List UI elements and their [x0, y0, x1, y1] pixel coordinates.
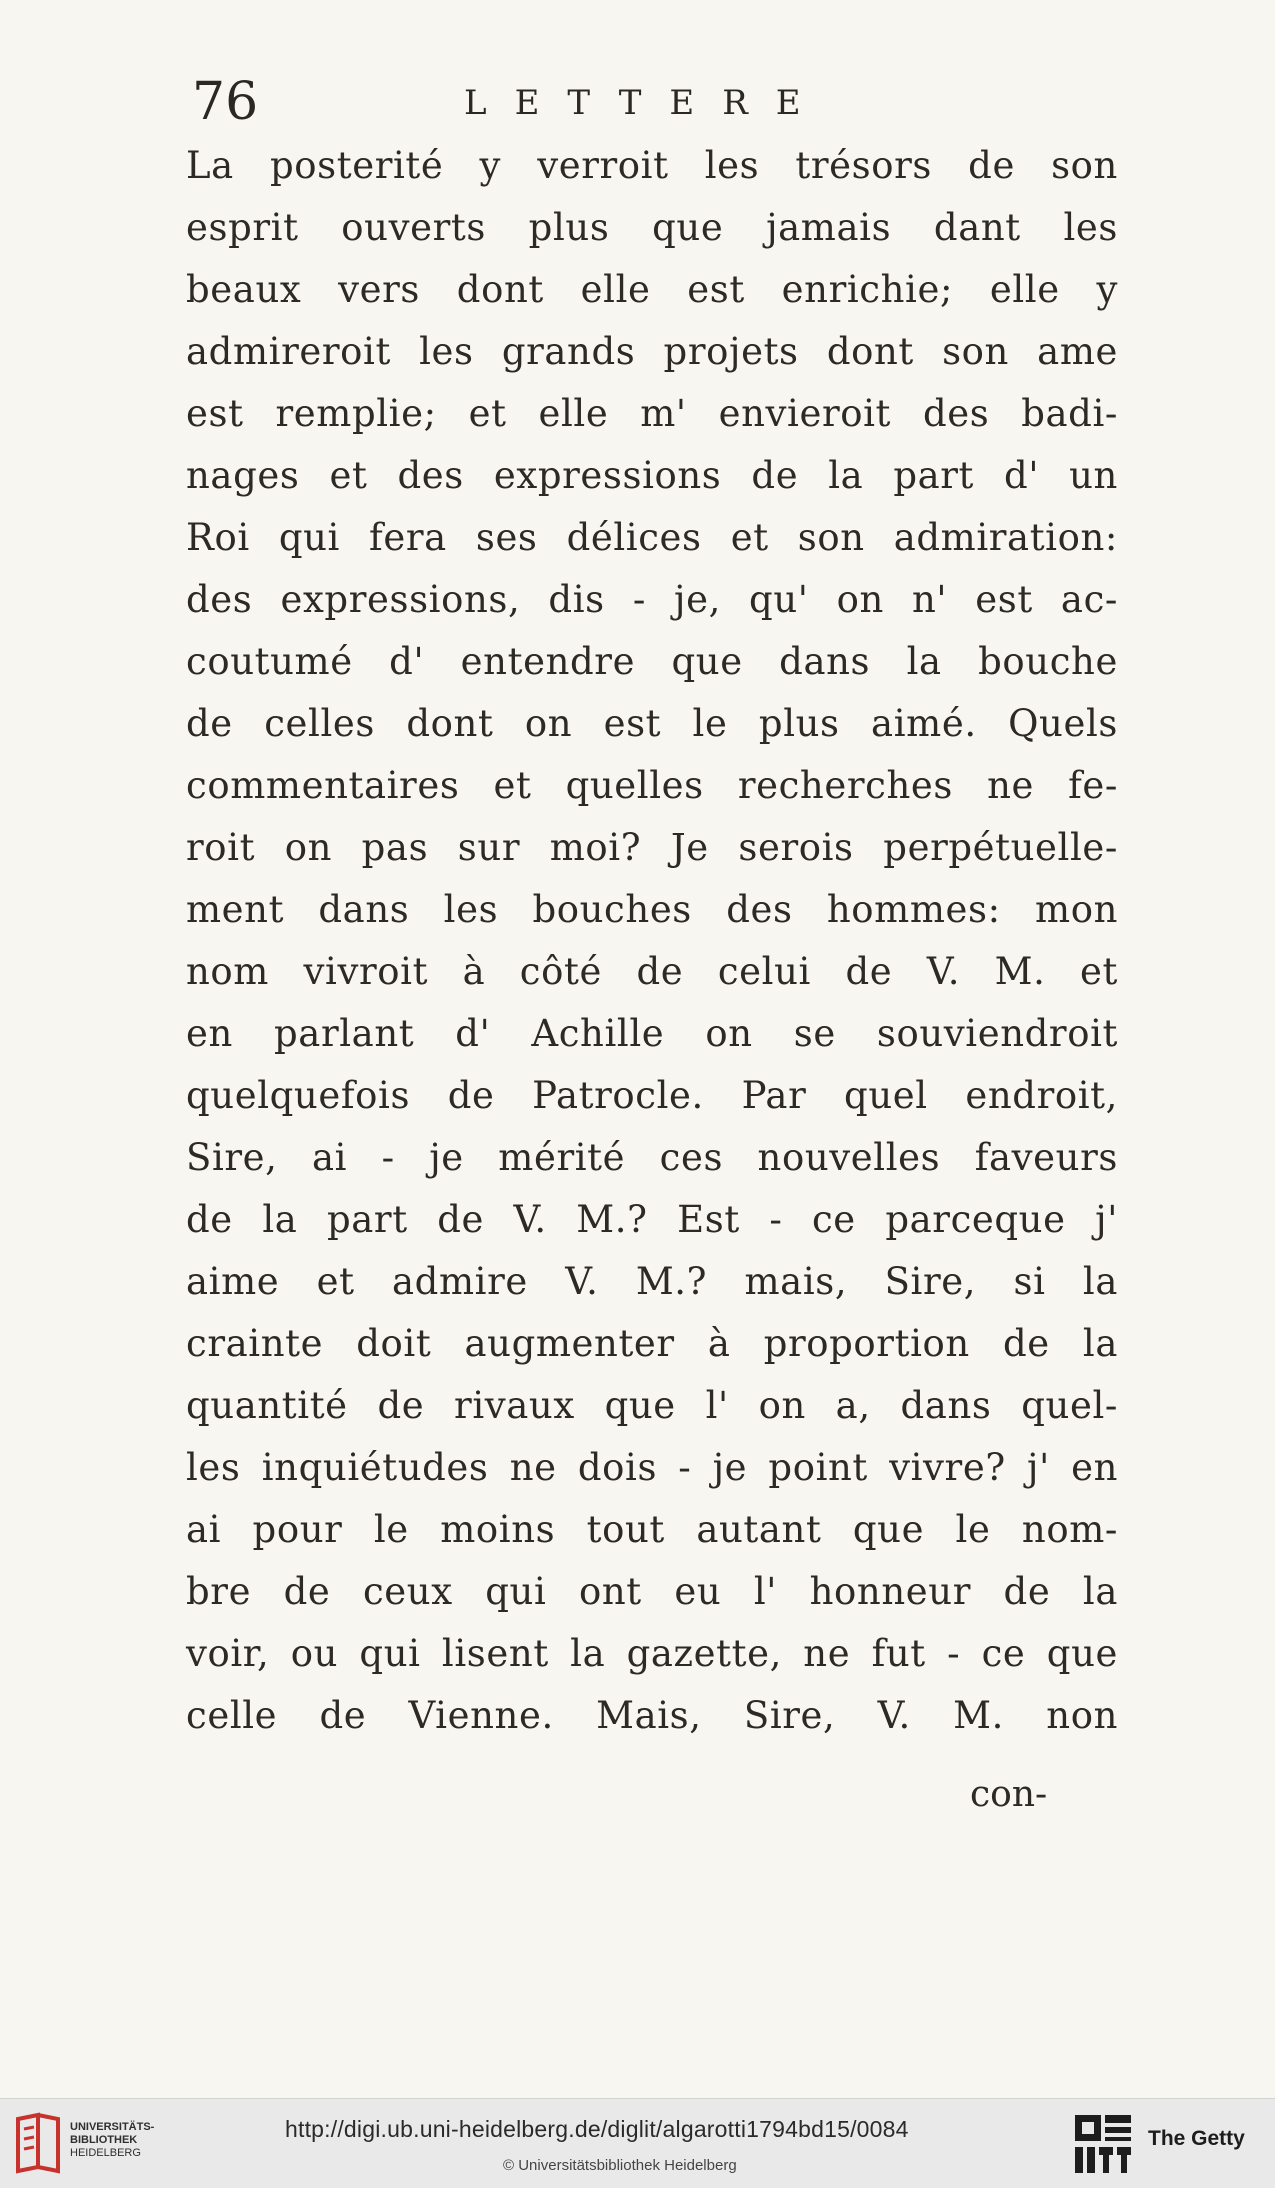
footer-bar: [0, 2098, 1275, 2188]
text-line: esprit ouverts plus que jamais dant les: [186, 206, 1118, 249]
library-emblem-icon: [12, 2111, 64, 2175]
text-line: admireroit les grands projets dont son ame: [186, 330, 1118, 373]
text-line: coutumé d' entendre que dans la bouche: [186, 640, 1118, 683]
text-line: roit on pas sur moi? Je serois perpétuelle-: [186, 826, 1118, 869]
text-line: de la part de V. M.? Est - ce parceque j': [186, 1198, 1118, 1241]
library-logo-line: HEIDELBERG: [70, 2147, 141, 2159]
text-line: commentaires et quelles recherches ne fe-: [186, 764, 1118, 807]
text-line: ment dans les bouches des hommes: mon: [186, 888, 1118, 931]
text-line: quantité de rivaux que l' on a, dans quel-: [186, 1384, 1118, 1427]
text-line: les inquiétudes ne dois - je point vivre? j' en: [186, 1446, 1118, 1489]
body-text: [186, 135, 1118, 1747]
text-line: de celles dont on est le plus aimé. Quels: [186, 702, 1118, 745]
permalink-url[interactable]: http://digi.ub.uni-heidelberg.de/diglit/algarotti1794bd15/0084: [285, 2116, 909, 2142]
library-logo-text: [70, 2121, 180, 2160]
text-line: ai pour le moins tout autant que le nom-: [186, 1508, 1118, 1551]
page-number: 76: [192, 72, 259, 132]
library-logo-line: UNIVERSITÄTS-: [70, 2121, 155, 2133]
text-line: Sire, ai - je mérité ces nouvelles faveurs: [186, 1136, 1118, 1179]
library-logo-line: BIBLIOTHEK: [70, 2134, 138, 2146]
text-line: voir, ou qui lisent la gazette, ne fut - ce que: [186, 1632, 1118, 1675]
text-line: crainte doit augmenter à proportion de la: [186, 1322, 1118, 1365]
text-line: beaux vers dont elle est enrichie; elle y: [186, 268, 1118, 311]
university-library-logo[interactable]: [12, 2111, 172, 2175]
text-line: bre de ceux qui ont eu l' honneur de la: [186, 1570, 1118, 1613]
text-line: Roi qui fera ses délices et son admiration:: [186, 516, 1118, 559]
text-line: nages et des expressions de la part d' un: [186, 454, 1118, 497]
text-line: en parlant d' Achille on se souviendroit: [186, 1012, 1118, 1055]
running-head-title: LETTERE: [464, 83, 829, 123]
text-line: est remplie; et elle m' envieroit des badi-: [186, 392, 1118, 435]
copyright-notice: © Universitätsbibliothek Heidelberg: [503, 2157, 737, 2174]
text-line: quelquefois de Patrocle. Par quel endroit,: [186, 1074, 1118, 1117]
text-line: nom vivroit à côté de celui de V. M. et: [186, 950, 1118, 993]
getty-label: The Getty: [1148, 2127, 1245, 2150]
text-line: La posterité y verroit les trésors de son: [186, 144, 1118, 187]
text-line: aime et admire V. M.? mais, Sire, si la: [186, 1260, 1118, 1303]
getty-logo-icon[interactable]: [1073, 2113, 1133, 2175]
text-line: celle de Vienne. Mais, Sire, V. M. non: [186, 1694, 1118, 1737]
catchword: con-: [970, 1774, 1048, 1815]
text-line: des expressions, dis - je, qu' on n' est ac-: [186, 578, 1118, 621]
running-head: [188, 72, 1128, 132]
